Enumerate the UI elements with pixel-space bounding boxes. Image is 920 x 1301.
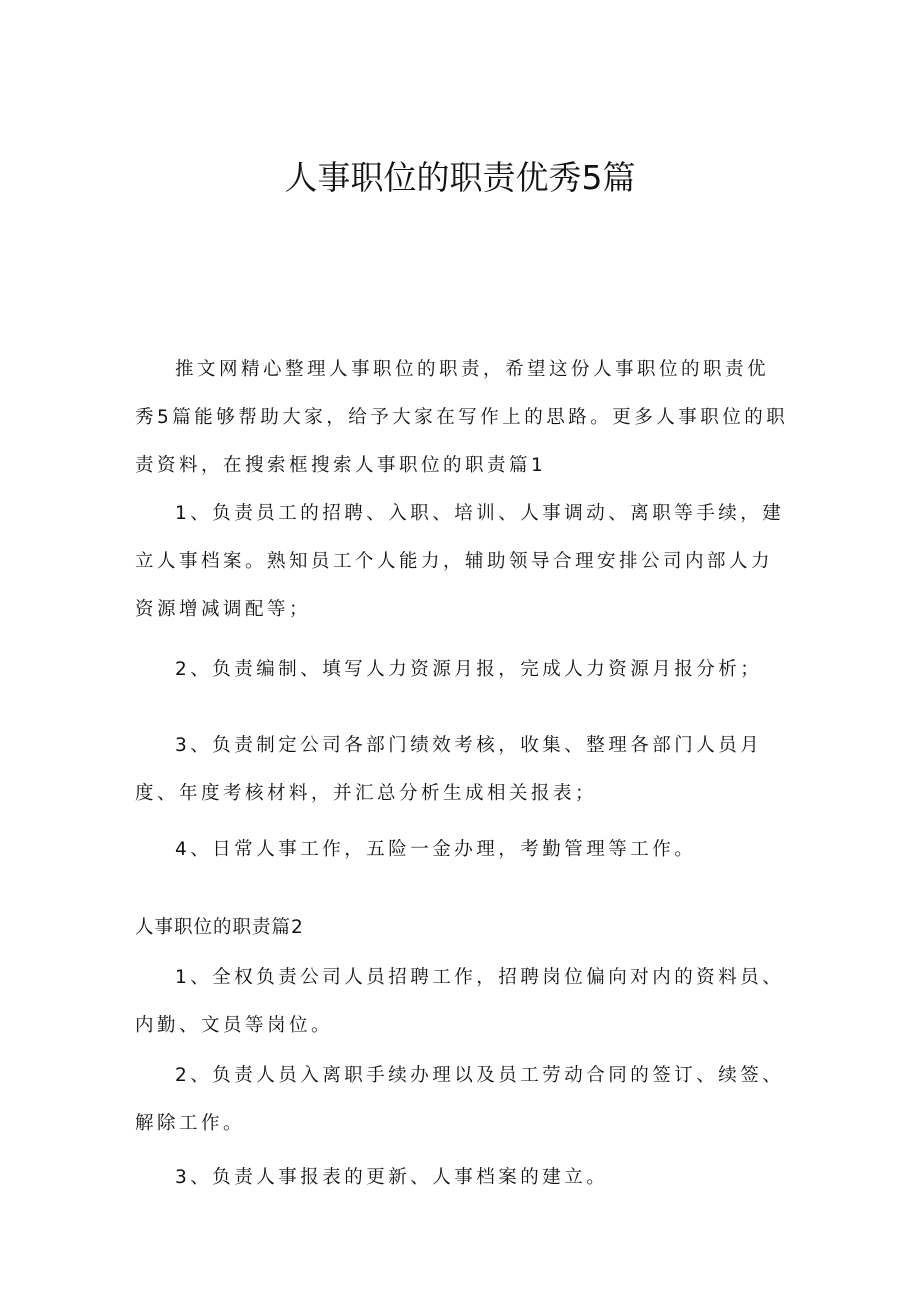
section2-item-2: 2、负责人员入离职手续办理以及员工劳动合同的签订、续签、解除工作。 — [135, 1065, 785, 1134]
document-title: 人事职位的职责优秀5篇 — [284, 158, 636, 197]
section2-item-1: 1、全权负责公司人员招聘工作，招聘岗位偏向对内的资料员、内勤、文员等岗位。 — [135, 967, 785, 1036]
section1-item-3: 3、负责制定公司各部门绩效考核，收集、整理各部门人员月度、年度考核材料，并汇总分析生成相关报表； — [135, 735, 763, 804]
section1-item-2: 2、负责编制、填写人力资源月报，完成人力资源月报分析； — [175, 659, 763, 680]
section1-item-4: 4、日常人事工作，五险一金办理，考勤管理等工作。 — [175, 839, 697, 860]
section2-item-3: 3、负责人事报表的更新、人事档案的建立。 — [175, 1167, 609, 1188]
section2-heading: 人事职位的职责篇2 — [135, 917, 304, 938]
intro-paragraph: 推文网精心整理人事职位的职责，希望这份人事职位的职责优秀5篇能够帮助大家，给予大家在写作上的思路。更多人事职位的职责资料，在搜索框搜索人事职位的职责篇1 — [135, 359, 789, 476]
section1-item-1: 1、负责员工的招聘、入职、培训、人事调动、离职等手续，建立人事档案。熟知员工个人能力，辅助领导合理安排公司内部人力资源增减调配等； — [135, 503, 785, 620]
